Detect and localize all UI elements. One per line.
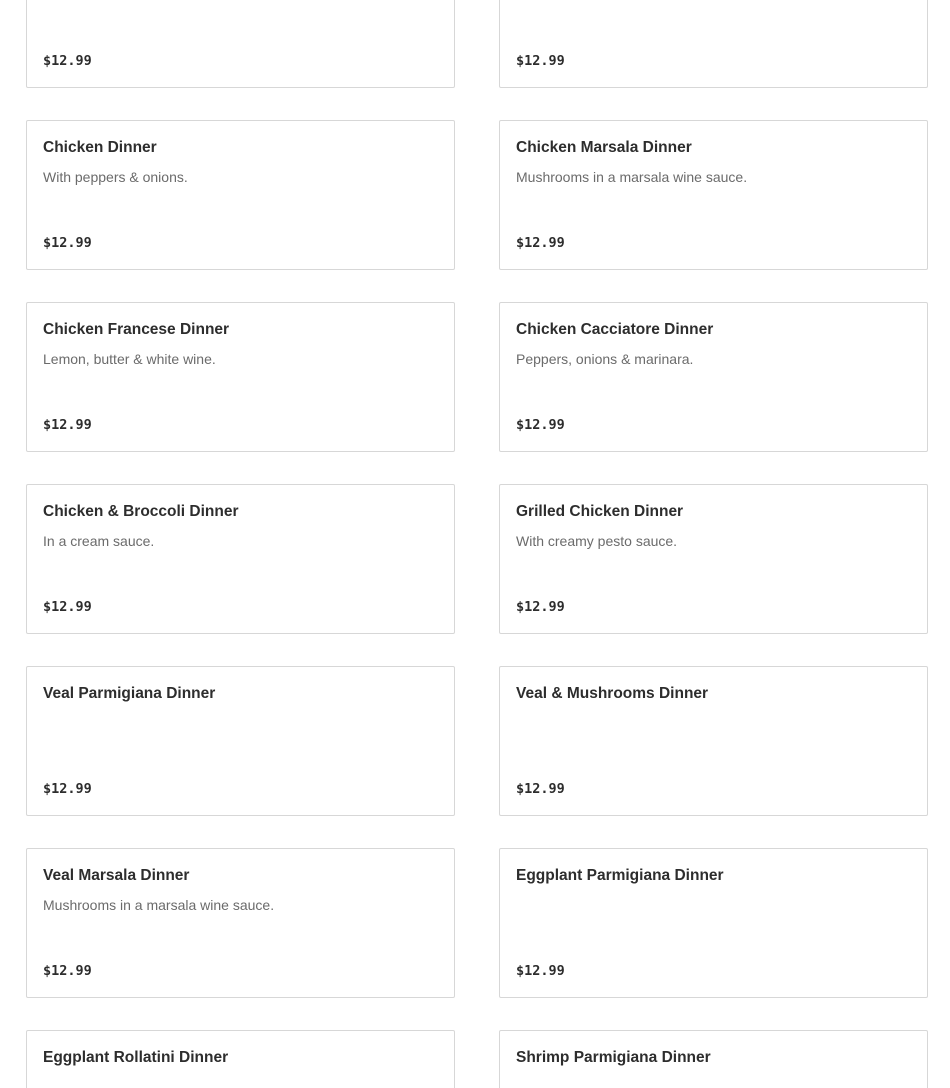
menu-item-card[interactable]: [26, 0, 455, 88]
menu-item-price: $12.99: [43, 599, 92, 615]
menu-item-card[interactable]: [26, 1030, 455, 1088]
menu-item-card[interactable]: [499, 848, 928, 998]
menu-item-price: $12.99: [516, 235, 565, 251]
menu-item-name: Veal Marsala Dinner: [43, 867, 190, 884]
menu-item-price: $12.99: [43, 235, 92, 251]
menu-item-card[interactable]: [26, 666, 455, 816]
menu-item-price: $12.99: [516, 781, 565, 797]
menu-item-name: Eggplant Rollatini Dinner: [43, 1049, 229, 1066]
menu-item-card[interactable]: [499, 302, 928, 452]
menu-item-price: $12.99: [516, 417, 565, 433]
menu-item-price: $12.99: [516, 53, 565, 69]
menu-item-card[interactable]: [499, 0, 928, 88]
menu-item-price: $12.99: [516, 599, 565, 615]
menu-item-price: $12.99: [43, 963, 92, 979]
menu-item-name: Chicken Francese Dinner: [43, 321, 230, 338]
menu-item-name: Chicken & Broccoli Dinner: [43, 503, 239, 520]
menu-item-card[interactable]: [499, 120, 928, 270]
menu-item-description: With peppers & onions.: [43, 169, 188, 185]
menu-item-description: Mushrooms in a marsala wine sauce.: [516, 169, 748, 185]
menu-item-name: Chicken Cacciatore Dinner: [516, 321, 714, 338]
menu-item-name: Chicken Marsala Dinner: [516, 139, 692, 156]
menu-item-card[interactable]: [26, 120, 455, 270]
menu-item-description: Peppers, onions & marinara.: [516, 351, 694, 367]
menu-item-card[interactable]: [26, 302, 455, 452]
menu-item-name: Veal Parmigiana Dinner: [43, 685, 216, 702]
menu-item-card[interactable]: [499, 484, 928, 634]
menu-item-card[interactable]: [26, 484, 455, 634]
menu-item-name: Veal & Mushrooms Dinner: [516, 685, 709, 702]
menu-item-price: $12.99: [43, 781, 92, 797]
menu-item-price: $12.99: [43, 53, 92, 69]
menu-item-name: Chicken Dinner: [43, 139, 157, 156]
menu-item-name: Grilled Chicken Dinner: [516, 503, 684, 520]
menu-item-description: In a cream sauce.: [43, 533, 155, 549]
menu-item-price: $12.99: [43, 417, 92, 433]
menu-item-description: Mushrooms in a marsala wine sauce.: [43, 897, 275, 913]
menu-item-name: Shrimp Parmigiana Dinner: [516, 1049, 711, 1066]
menu-item-description: With creamy pesto sauce.: [516, 533, 678, 549]
menu-item-card[interactable]: [499, 1030, 928, 1088]
menu-item-price: $12.99: [516, 963, 565, 979]
menu-item-card[interactable]: [499, 666, 928, 816]
menu-item-name: Eggplant Parmigiana Dinner: [516, 867, 724, 884]
menu-item-description: Lemon, butter & white wine.: [43, 351, 216, 367]
menu-item-card[interactable]: [26, 848, 455, 998]
